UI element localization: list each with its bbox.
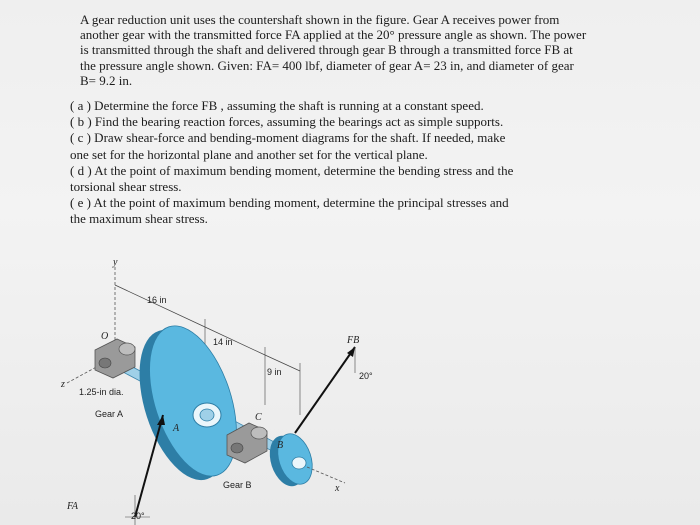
label-z: z (61, 379, 65, 390)
part-e-cont: the maximum shear stress. (70, 211, 208, 227)
figure-svg (55, 255, 385, 525)
label-gear-b: Gear B (223, 480, 252, 490)
label-x: x (335, 483, 340, 494)
label-14in: 14 in (213, 337, 233, 347)
label-b: B (277, 440, 284, 451)
part-b: ( b ) Find the bearing reaction forces, assuming the bearings act as simple supports. (70, 114, 504, 130)
dim-line-16 (115, 285, 205, 327)
label-angle-b: 20° (359, 371, 373, 381)
gear-a (123, 315, 253, 491)
part-e: ( e ) At the point of maximum bending moment, determine the principal stresses and (70, 195, 509, 211)
label-o: O (101, 331, 109, 342)
x-axis (307, 467, 345, 483)
label-fb: FB (347, 335, 360, 346)
force-fb (295, 347, 355, 433)
part-a: ( a ) Determine the force FB , assuming the shaft is running at a constant speed. (70, 98, 484, 113)
problem-line: the pressure angle shown. Given: FA= 400 lbf, diameter of gear A= 23 in, and diameter of gear (80, 57, 574, 73)
problem-line: B= 9.2 in. (80, 72, 133, 88)
label-angle-a: 20° (131, 511, 145, 521)
question-parts (70, 98, 630, 228)
force-fa (135, 415, 163, 517)
label-c: C (255, 412, 262, 423)
label-y: y (113, 257, 118, 268)
part-c-cont: one set for the horizontal plane and another set for the vertical plane. (70, 146, 428, 162)
label-shaft-dia: 1.25-in dia. (79, 387, 124, 397)
problem-line: A gear reduction unit uses the countershaft shown in the figure. Gear A receives power from (80, 12, 560, 27)
countershaft-figure (55, 255, 385, 525)
part-c: ( c ) Draw shear-force and bending-moment diagrams for the shaft. If needed, make (70, 130, 506, 146)
part-d-cont: torsional shear stress. (70, 179, 182, 195)
problem-line: another gear with the transmitted force FA applied at the 20° pressure angle as shown. The power (80, 27, 587, 43)
part-d: ( d ) At the point of maximum bending moment, determine the bending stress and the (70, 162, 514, 178)
problem-line: is transmitted through the shaft and delivered through gear B through a transmitted force FB at (80, 42, 573, 58)
label-16in: 16 in (147, 295, 167, 305)
label-9in: 9 in (267, 367, 282, 377)
label-gear-a: Gear A (95, 409, 124, 419)
gear-b (264, 429, 319, 490)
label-fa: FA (67, 501, 78, 512)
problem-statement (80, 12, 620, 88)
label-a: A (173, 423, 180, 434)
